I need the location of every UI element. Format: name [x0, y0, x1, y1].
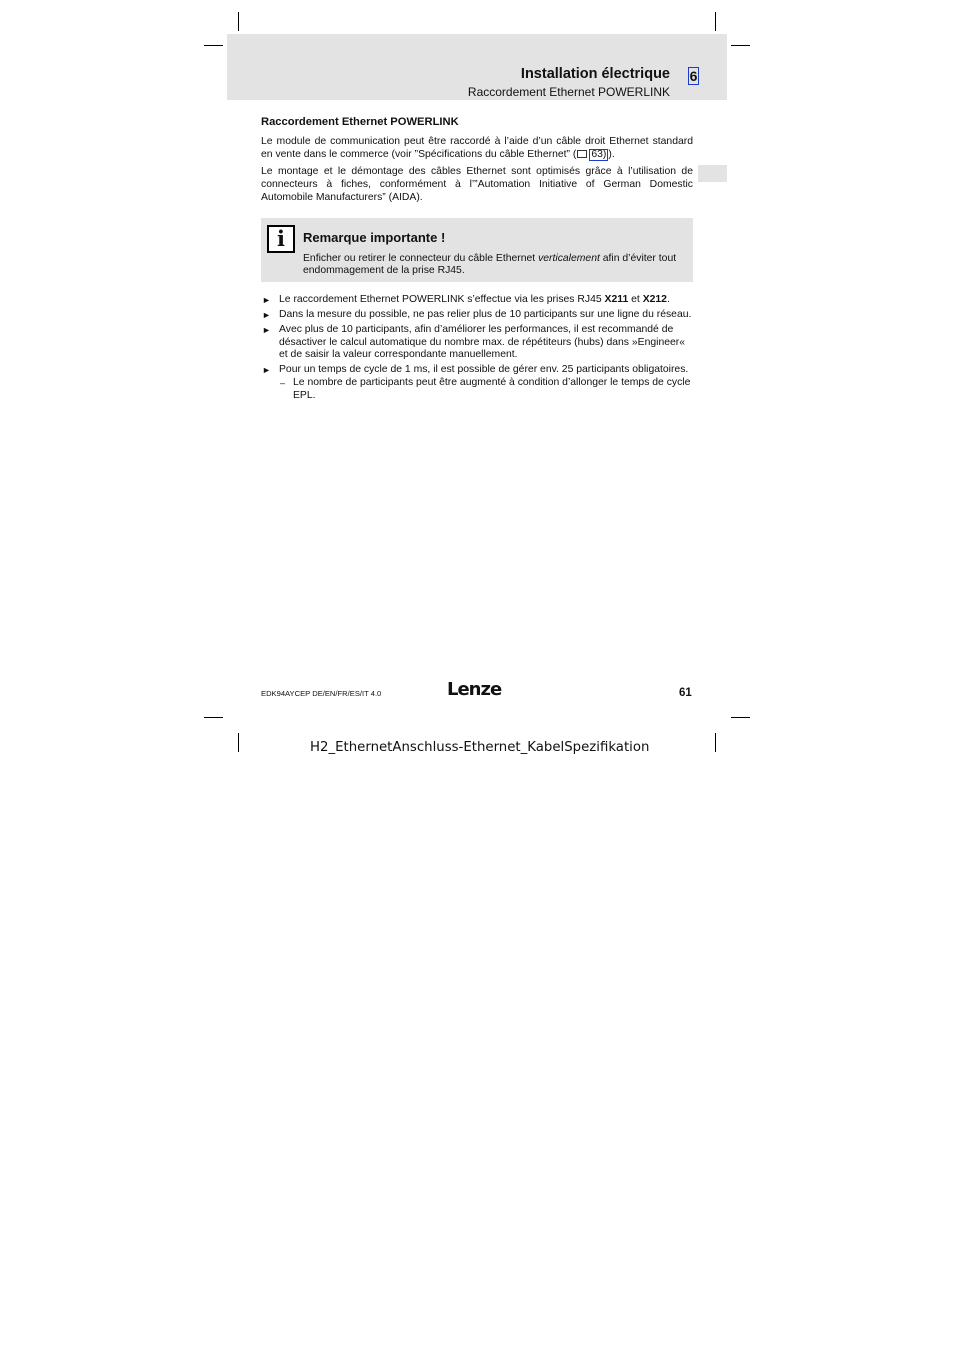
crop-mark	[204, 45, 223, 46]
crop-mark	[238, 12, 239, 31]
chapter-subtitle: Raccordement Ethernet POWERLINK	[467, 85, 670, 99]
note-text: Enficher ou retirer le connecteur du câble Ethernet verticalement afin d’éviter tout endommagement de la prise RJ45.	[303, 252, 677, 277]
bullet-arrow-icon: ►	[262, 365, 271, 376]
paragraph-cable: Le module de communication peut être raccordé à l’aide d’un câble droit Ethernet standard en vente dans le commerce (voir ”Spécifications du câble Ethernet” ( 63) ).	[261, 135, 693, 160]
chapter-side-tab	[698, 165, 727, 182]
note-title: Remarque importante !	[303, 229, 446, 245]
bullet-list	[261, 294, 693, 402]
crop-mark	[731, 717, 750, 718]
list-item: ► Pour un temps de cycle de 1 ms, il est possible de gérer env. 25 participants obligatoires. – Le nombre de participants peut être augmenté à condition d’allonger le temps de cycle EPL.	[261, 364, 693, 402]
bullet-arrow-icon: ►	[262, 295, 271, 306]
source-filename: H2_EthernetAnschluss-Ethernet_KabelSpezifikation	[310, 740, 650, 755]
book-icon	[577, 150, 587, 158]
dash-icon: –	[280, 377, 286, 388]
list-item: ► Avec plus de 10 participants, afin d’améliorer les performances, il est recommandé de désactiver le calcul automatique du nombre max. de répétiteurs (hubs) dans »Engineer« et de saisir la valeur correspondante manuellement.	[262, 323, 686, 361]
main-content	[261, 116, 693, 405]
crop-mark	[204, 717, 223, 718]
chapter-number-link[interactable]: 6	[689, 68, 698, 84]
list-item: ► Le raccordement Ethernet POWERLINK s’effectue via les prises RJ45 X211 et X212.	[262, 294, 670, 306]
crop-mark	[238, 733, 239, 752]
document-id: EDK94AYCEP DE/EN/FR/ES/IT 4.0	[261, 689, 382, 698]
page-reference-link[interactable]: 63)	[591, 148, 607, 160]
bullet-arrow-icon: ►	[262, 309, 271, 320]
lenze-logo: Lenze	[447, 679, 502, 700]
crop-mark	[715, 733, 716, 752]
bullet-arrow-icon: ►	[262, 324, 271, 335]
crop-mark	[731, 45, 750, 46]
crop-mark	[715, 12, 716, 31]
sub-list-item: – Le nombre de participants peut être augmenté à condition d’allonger le temps de cycle EPL.	[280, 376, 691, 401]
paragraph-connectors: Le montage et le démontage des câbles Ethernet sont optimisés grâce à l’utilisation de connecteurs à fiches, conformément à l’”Automation Initiative of German Domestic Automobile Manufacturers” (AIDA).	[261, 166, 693, 203]
chapter-title: Installation électrique	[520, 66, 670, 82]
page-number: 61	[679, 687, 692, 699]
list-item: ► Dans la mesure du possible, ne pas relier plus de 10 participants sur une ligne du réseau.	[262, 308, 692, 320]
section-heading: Raccordement Ethernet POWERLINK	[261, 116, 459, 128]
note-box	[261, 218, 693, 282]
info-icon: i	[267, 225, 295, 253]
